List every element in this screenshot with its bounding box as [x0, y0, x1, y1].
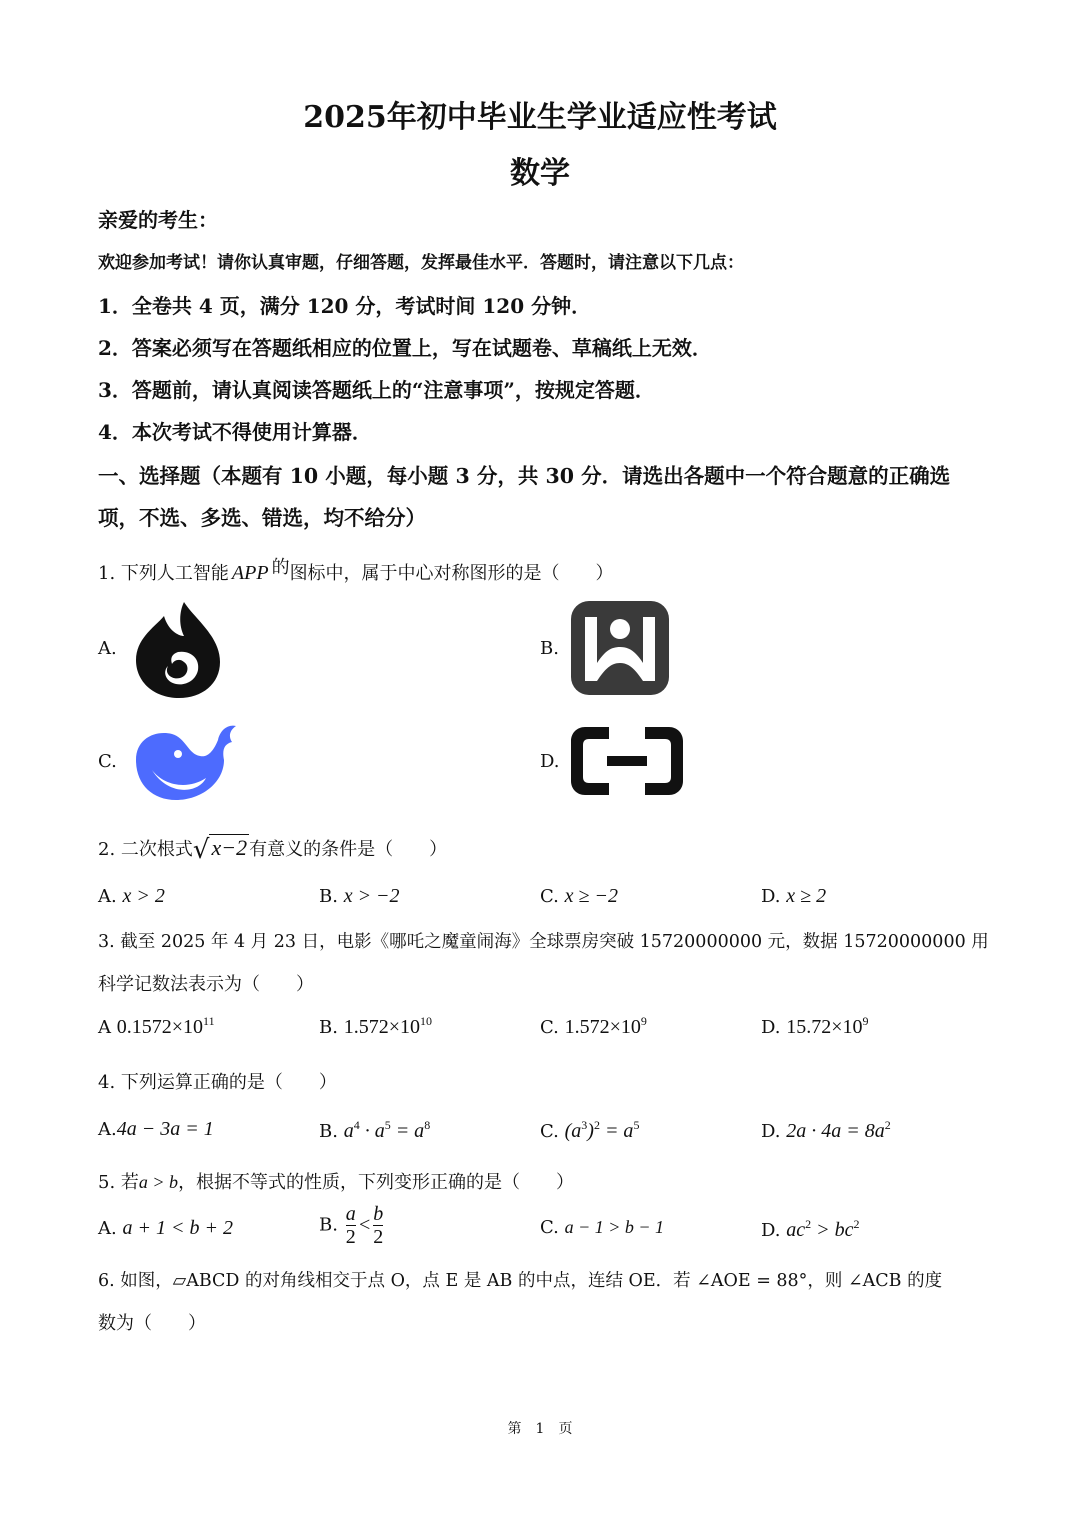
q3-option-d: 15.72×10: [786, 1016, 863, 1038]
whale-icon: [128, 720, 238, 806]
q4-d-label: D.: [761, 1121, 781, 1142]
intro-text: 欢迎参加考试！请你认真审题，仔细答题，发挥最佳水平．答题时，请注意以下几点：: [98, 253, 744, 273]
q5-b-den-1: 2: [345, 1226, 356, 1248]
question-1: [98, 553, 614, 585]
q5-suffix: ，根据不等式的性质，下列变形正确的是（ ）: [178, 1172, 575, 1193]
q1-app: APP: [231, 562, 269, 584]
q1-suffix: 图标中，属于中心对称图形的是（ ）: [289, 563, 614, 584]
q4-c-exp-3: 5: [633, 1118, 640, 1132]
q5-d-part-1: ac: [786, 1219, 806, 1241]
note-4: 4．本次考试不得使用计算器．: [98, 420, 372, 444]
q2-option-d: x ≥ 2: [786, 885, 827, 907]
q5-d-exp-1: 2: [805, 1217, 812, 1231]
q2-a-label: A.: [98, 886, 117, 907]
q5-b-num-2: b: [373, 1203, 384, 1225]
page-number: 第 1 页: [507, 1421, 573, 1437]
q4-option-c: [565, 1120, 640, 1142]
q5-option-a: a + 1 < b + 2: [122, 1217, 233, 1239]
q5-b-label: B.: [319, 1214, 338, 1236]
q2-suffix: 有意义的条件是（ ）: [249, 839, 448, 860]
q4-b-label: B.: [319, 1121, 338, 1142]
q3-b-label: B.: [319, 1017, 338, 1038]
q4-c-exp-1: 3: [581, 1118, 588, 1132]
q4-d-exp-1: 2: [884, 1118, 891, 1132]
q4-b-part-1: a: [343, 1120, 354, 1142]
q3-option-d-exp: 9: [862, 1014, 869, 1028]
q4-option-b: [344, 1120, 431, 1142]
q5-b-relation: <: [357, 1214, 372, 1236]
q5-b-den-2: 2: [373, 1226, 384, 1248]
q2-radicand: x−2: [211, 835, 248, 860]
q5-condition: a > b: [138, 1172, 179, 1192]
q5-option-b: [344, 1203, 386, 1248]
q2-option-c: x ≥ −2: [564, 885, 618, 907]
q3-option-b-exp: 10: [419, 1014, 432, 1028]
q4-d-part-1: 2a · 4a = 8a: [786, 1120, 885, 1142]
q3-option-a-exp: 11: [203, 1014, 215, 1028]
q4-b-exp-3: 8: [424, 1118, 431, 1132]
q5-options: [98, 1203, 998, 1259]
q2-option-a: x > 2: [122, 885, 165, 907]
q4-b-exp-1: 4: [353, 1118, 360, 1132]
q1-option-c-label: C.: [98, 751, 117, 772]
question-3: 3. 截至 2025 年 4 月 23 日，电影《哪吒之魔童闹海》全球票房突破 15720000000 元，数据 15720000000 用: [98, 932, 989, 952]
question-3-cont: 科学记数法表示为（ ）: [98, 974, 314, 995]
greeting: 亲爱的考生：: [98, 208, 218, 232]
section-heading-cont: 项，不选、多选、错选，均不给分）: [98, 506, 426, 530]
q4-c-part-2: ): [587, 1120, 594, 1142]
q1-option-a-label: A.: [98, 638, 117, 659]
q2-d-label: D.: [761, 886, 781, 907]
q5-a-label: A.: [98, 1218, 117, 1239]
q5-d-exp-2: 2: [853, 1217, 860, 1231]
q5-c-label: C.: [540, 1217, 559, 1238]
question-2: [98, 834, 447, 865]
question-6-cont: 数为（ ）: [98, 1313, 206, 1334]
q3-a-label: A: [98, 1017, 111, 1038]
q1-option-d-label: D.: [540, 751, 560, 772]
q3-d-label: D.: [761, 1017, 781, 1038]
question-6: 6. 如图，▱ABCD 的对角线相交于点 O，点 E 是 AB 的中点，连结 OE．若 ∠AOE = 88°，则 ∠ACB 的度: [98, 1271, 943, 1291]
q3-option-c: 1.572×10: [564, 1016, 641, 1038]
q3-option-b: 1.572×10: [343, 1016, 420, 1038]
q2-c-label: C.: [540, 886, 559, 907]
q5-d-label: D.: [761, 1220, 781, 1241]
q5-option-d: [786, 1219, 859, 1241]
sqrt-sign: √: [192, 835, 210, 865]
q5-d-part-2: > bc: [811, 1219, 854, 1241]
q2-prefix: 2. 二次根式: [98, 839, 193, 860]
q4-b-exp-2: 5: [384, 1118, 391, 1132]
note-2: 2．答案必须写在答题纸相应的位置上，写在试题卷、草稿纸上无效．: [98, 336, 712, 360]
q4-c-part-1: (a: [564, 1120, 582, 1142]
q2-option-b: x > −2: [343, 885, 400, 907]
note-1: 1．全卷共 4 页，满分 120 分，考试时间 120 分钟．: [98, 294, 592, 318]
subject-title: 数学: [510, 156, 570, 191]
bracket-icon: [571, 727, 683, 799]
exam-title: 2025年初中毕业生学业适应性考试: [303, 100, 777, 135]
q2-b-label: B.: [319, 886, 338, 907]
question-4: 4. 下列运算正确的是（ ）: [98, 1072, 337, 1093]
flame-icon: [134, 600, 224, 704]
note-3: 3．答题前，请认真阅读答题纸上的“注意事项”，按规定答题．: [98, 378, 655, 402]
q3-option-c-exp: 9: [640, 1014, 647, 1028]
q4-option-a: 4a − 3a = 1: [116, 1118, 214, 1140]
section-heading: 一、选择题（本题有 10 小题，每小题 3 分，共 30 分．请选出各题中一个符合题意的正确选: [98, 464, 951, 488]
q4-c-exp-2: 2: [593, 1118, 600, 1132]
q1-de: 的: [271, 557, 290, 578]
q4-c-label: C.: [540, 1121, 559, 1142]
q3-option-a: 0.1572×10: [116, 1016, 204, 1038]
q4-c-part-3: = a: [599, 1120, 634, 1142]
q1-prefix: 1. 下列人工智能: [98, 563, 229, 584]
frame-person-icon: [571, 601, 669, 699]
q4-b-part-2: · a: [359, 1120, 385, 1142]
question-5: [98, 1168, 574, 1194]
q1-option-b-label: B.: [540, 638, 559, 659]
q5-option-c: a − 1 > b − 1: [564, 1217, 665, 1237]
q3-c-label: C.: [540, 1017, 559, 1038]
q5-prefix: 5. 若: [98, 1172, 139, 1193]
q4-option-d: [786, 1120, 891, 1142]
q5-b-num-1: a: [345, 1203, 356, 1225]
q4-b-part-3: = a: [390, 1120, 425, 1142]
q4-a-label: A.: [98, 1119, 117, 1140]
